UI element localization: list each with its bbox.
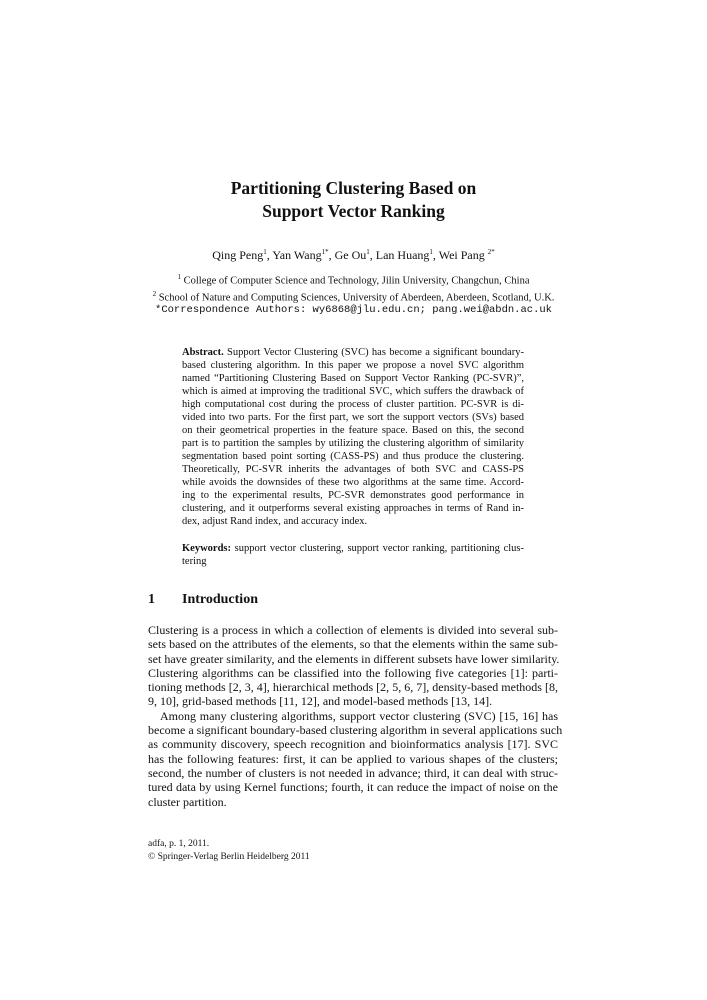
page-footer: [148, 838, 310, 864]
abstract-line: high computational cost during the process of cluster partition. PC-SVR is di-: [182, 399, 524, 410]
body-line: sets based on the attributes of the elements, so that the elements within the same sub-: [148, 637, 558, 652]
abstract: [182, 346, 524, 528]
correspondence: *Correspondence Authors: wy6868@jlu.edu.cn; pang.wei@abdn.ac.uk: [155, 304, 552, 316]
abstract-line: dex, adjust Rand index, and accuracy index.: [182, 516, 368, 527]
affiliation-2: [0, 288, 707, 305]
body-line: Among many clustering algorithms, support vector clustering (SVC) [15, 16] has: [160, 708, 558, 723]
author: Lan Huang: [375, 248, 430, 262]
footer-copyright: © Springer-Verlag Berlin Heidelberg 2011: [148, 852, 310, 862]
abstract-line: segmentation based point sorting (CASS-PS) and thus produce the clustering.: [182, 451, 524, 462]
body-line: tioning methods [2, 3, 4], hierarchical methods [2, 5, 6, 7], density-based methods [8,: [148, 680, 558, 695]
affil-text: School of Nature and Computing Sciences, University of Aberdeen, Aberdeen, Scotland, U.K.: [156, 292, 555, 303]
abstract-line: on their geometrical properties in the feature space. Based on this, the second: [182, 425, 524, 436]
title-line-1: Partitioning Clustering Based on: [230, 178, 477, 198]
abstract-line: named “Partitioning Clustering Based on Support Vector Ranking (PC-SVR)”,: [182, 373, 524, 384]
body-line: tured data by using Kernel functions; fourth, it can reduce the impact of noise on the: [148, 780, 558, 795]
keywords-text: support vector clustering, support vector ranking, partitioning clus-: [231, 543, 524, 554]
affiliations: [0, 271, 707, 317]
author: Wei Pang: [438, 248, 488, 262]
body-line: 9, 10], grid-based methods [11, 12], and model-based methods [13, 14].: [148, 694, 493, 709]
body-line: Clustering algorithms can be classified into the following five categories [1]: parti-: [148, 665, 558, 680]
body-line: cluster partition.: [148, 794, 227, 809]
abstract-line: Theoretically, PC-SVR inherits the advantages of both SVC and CASS-PS: [182, 464, 524, 475]
body-line: Clustering is a process in which a collection of elements is divided into several sub-: [148, 623, 558, 637]
keywords-line: tering: [182, 556, 207, 567]
author: Yan Wang: [272, 248, 322, 262]
footer-line-1: adfa, p. 1, 2011.: [148, 839, 210, 849]
author: Ge Ou: [334, 248, 367, 262]
affiliation-1: [0, 271, 707, 288]
abstract-line: which is aimed at improving the traditional SVC, which suffers the drawback of: [182, 386, 524, 397]
author-affil: 2*: [487, 248, 495, 256]
keywords-label: Keywords:: [182, 543, 231, 554]
body-line: as community discovery, speech recognition and bioinformatics analysis [17]. SVC: [148, 737, 558, 752]
abstract-label: Abstract.: [182, 347, 224, 358]
affil-number: 1: [177, 273, 181, 281]
body-line: become a significant boundary-based clustering algorithm in several applications such: [148, 723, 563, 738]
abstract-line: vided into two parts. For the first part, we sort the support vectors (SVs) based: [182, 412, 524, 423]
affil-text: College of Computer Science and Technology, Jilin University, Changchun, China: [180, 275, 530, 287]
body-text: [148, 623, 563, 809]
title-line-2: Support Vector Ranking: [262, 201, 445, 221]
abstract-line: clustering, and it outperforms several existing approaches in terms of Rand in-: [182, 503, 524, 514]
abstract-text: Support Vector Clustering (SVC) has become a significant boundary-: [223, 347, 524, 358]
abstract-line: while avoids the downsides of these two algorithms at the same time. Accord-: [182, 477, 524, 488]
abstract-line: [182, 346, 524, 359]
abstract-line: ing to the experimental results, PC-SVR demonstrates good performance in: [182, 490, 524, 501]
paper-title: [0, 177, 707, 223]
author-affil: 1: [429, 248, 433, 256]
section-title: Introduction: [182, 592, 258, 607]
abstract-line: part is to partition the samples by utilizing the clustering algorithm of similarity: [182, 438, 524, 449]
abstract-line: based clustering algorithm. In this paper we propose a novel SVC algorithm: [182, 360, 524, 371]
author-affil: 1*: [321, 248, 329, 256]
section-number: 1: [148, 592, 155, 607]
keywords-line: [182, 542, 524, 555]
section-heading: [148, 591, 258, 609]
body-line: has the following features: first, it can be applied to various shapes of the clusters;: [148, 751, 558, 766]
affil-number: 2: [152, 289, 157, 298]
author-list: Qing Peng$^1$, Yan Wang$^{1*}$, Ge Ou$^1$, Lan Huang$^1$, Wei Pang $^{2*}$: [212, 248, 495, 262]
body-line: second, the number of clusters is not needed in advance; third, it can deal with struc-: [148, 765, 558, 780]
author: Qing Peng: [212, 248, 264, 262]
keywords: [182, 542, 524, 568]
author-affil: 1: [366, 248, 370, 256]
body-line: set have greater similarity, and the elements in different subsets have lower similarity.: [148, 651, 560, 666]
author-affil: 1: [263, 248, 267, 256]
